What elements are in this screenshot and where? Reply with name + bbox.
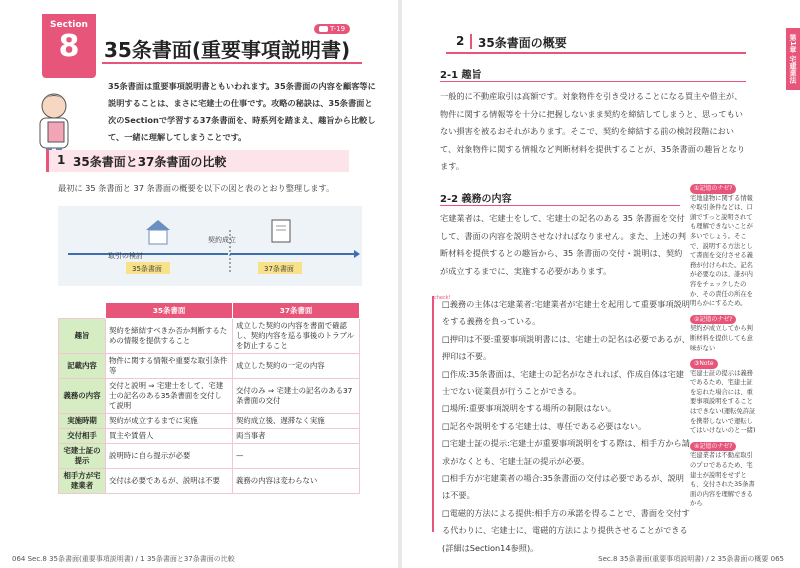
check-item: □記名や説明をする宅建士は、専任である必要はない。 bbox=[442, 420, 647, 431]
table-cell: 交付のみ ⇒ 宅建士の記名のある37条書面の交付 bbox=[233, 379, 360, 414]
row-header: 交付相手 bbox=[59, 429, 106, 444]
table-cell: 成立した契約の内容を書面で確認し、契約内容を巡る事後のトラブルを防止すること bbox=[233, 319, 360, 354]
side-note-text: 宅地建物に関する情報や取引条件などは、口頭ですっと説明されても理解できないことが多いでしょう。そこで、説明する方法として書面を交付させる義務が付けられた。記名が必要なのは、誰が内容をチェックしたのか、その責任の所在を明らかにするため。 bbox=[690, 194, 753, 308]
check-item: □場所:重要事項説明をする場所の制限はない。 bbox=[442, 403, 617, 414]
table-cell: 義務の内容は変わらない bbox=[233, 469, 360, 494]
row-header: 趣旨 bbox=[59, 319, 106, 354]
table-cell: 契約を締結すべきか否か判断するための情報を提供すること bbox=[106, 319, 233, 354]
table-cell: — bbox=[233, 444, 360, 469]
section-badge bbox=[42, 14, 96, 78]
lead-text: 最初に 35 条書面と 37 条書面の概要を以下の図と表のとおり整理します。 bbox=[58, 183, 335, 193]
side-note-header: ①記憶のナゼ? bbox=[690, 184, 736, 194]
table-row bbox=[59, 444, 360, 469]
side-notes bbox=[690, 178, 756, 509]
heading-text-2: 35条書面の概要 bbox=[478, 36, 567, 50]
heading-number: 1 bbox=[57, 153, 66, 167]
check-item: □作成:35条書面は、宅建士の記名がなされれば、作成自体は宅建士でない従業員が行うことができる。 bbox=[442, 368, 684, 397]
side-note-text: 宅建士証の提示は義務であるため、宅建士証を忘れた場合には、重要事項説明をすることはできない(運転免許証を携帯しないで運転してはいけないのと一緒) bbox=[690, 369, 756, 435]
page-footer-right: Sec.8 35条書面(重要事項説明書) / 2 35条書面の概要 065 bbox=[598, 555, 784, 563]
table-cell: 契約が成立するまでに実施 bbox=[106, 414, 233, 429]
section-word: Section bbox=[50, 20, 88, 30]
side-note-header: ④記憶のナゼ? bbox=[690, 442, 736, 452]
check-item: □電磁的方法による提供:相手方の承諾を得ることで、書面を交付する代わりに、宅建士に、電磁的方法により提供させることができる(詳細はSection14参照)。 bbox=[442, 507, 690, 553]
page-footer-left: 064 Sec.8 35条書面(重要事項説明書) / 1 35条書面と37条書面の比較 bbox=[12, 555, 235, 563]
contract-label: 契約成立 bbox=[208, 236, 236, 244]
right-page bbox=[402, 0, 800, 568]
check-item: □相手方が宅建業者の場合:35条書面の交付は必要であるが、説明は不要。 bbox=[442, 473, 684, 501]
video-tag-label: T-19 bbox=[330, 25, 346, 33]
video-tag[interactable] bbox=[314, 24, 350, 34]
row-header: 宅建士証の提示 bbox=[59, 444, 106, 469]
table-row bbox=[59, 414, 360, 429]
paragraph-1: 一般的に不動産取引は高額です。対象物件を引き受けることになる買主や借主が、物件に関する情報等を十分に把握しないまま契約を締結してしまうと、思ってもいない損害を被るおそれがあります。そこで、契約を締結する前の検討段階において、対象物件に関する情報など判断材料を提供することが、35条書面の趣旨となります。 bbox=[440, 91, 746, 171]
table-row bbox=[59, 469, 360, 494]
table-row bbox=[59, 354, 360, 379]
check-list bbox=[434, 295, 690, 557]
house-icon bbox=[146, 220, 170, 244]
heading-number-2: 2 bbox=[456, 34, 465, 48]
doc35-label: 35条書面 bbox=[132, 265, 162, 273]
document-icon bbox=[272, 220, 290, 242]
paragraph-2: 宅建業者は、宅建士をして、宅建士の記名のある 35 条書面を交付して、書面の内容を説明させなければなりません。また、上述の判断材料を提供するとの趣旨から、35 条書面の交付・説明は、契約が成立するまでに、実施する必要があります。 bbox=[440, 213, 686, 276]
doc37-label: 37条書面 bbox=[264, 265, 294, 273]
col-header-35: 35条書面 bbox=[106, 303, 233, 319]
page-title: 35条書面(重要事項説明書) bbox=[104, 38, 351, 62]
side-note-header: ②記憶のナゼ? bbox=[690, 315, 736, 325]
row-header: 義務の内容 bbox=[59, 379, 106, 414]
row-header: 相手方が宅建業者 bbox=[59, 469, 106, 494]
row-header: 記載内容 bbox=[59, 354, 106, 379]
section-number: 8 bbox=[58, 29, 80, 64]
table-cell: 物件に関する情報や重要な取引条件等 bbox=[106, 354, 233, 379]
table-cell: 両当事者 bbox=[233, 429, 360, 444]
table-cell: 交付は必要であるが、説明は不要 bbox=[106, 469, 233, 494]
table-cell: 交付と説明 ⇒ 宅建士をして、宅建士の記名のある35条書面を交付して説明 bbox=[106, 379, 233, 414]
table-cell: 契約成立後、遅滞なく実施 bbox=[233, 414, 360, 429]
heading-text: 35条書面と37条書面の比較 bbox=[73, 155, 227, 169]
chapter-tab: 第1章 宅建業法 bbox=[786, 28, 800, 90]
subheading-2-2: 2-2 義務の内容 bbox=[440, 194, 512, 205]
timeline-svg bbox=[58, 206, 362, 286]
section-heading-2 bbox=[446, 30, 746, 54]
side-note-text: 宅建業者は不動産取引のプロであるため、宅建士が説明をせずとも、交付された35条書面の内容を理解できるから bbox=[690, 452, 755, 508]
table-cell: 成立した契約の一定の内容 bbox=[233, 354, 360, 379]
review-label: 取引の検討 bbox=[108, 252, 143, 260]
check-item: □宅建士証の提示:宅建士が重要事項説明をする際は、相手方から請求がなくとも、宅建士証の提示が必要。 bbox=[442, 438, 690, 466]
table-row bbox=[59, 379, 360, 414]
check-item: □義務の主体は宅建業者:宅建業者が宅建士を起用して重要事項説明をする義務を負っている。 bbox=[442, 299, 690, 327]
check-label: check! bbox=[434, 295, 451, 301]
col-header-37: 37条書面 bbox=[233, 303, 360, 319]
intro-text: 35条書面は重要事項説明書ともいわれます。35条書面の内容を顧客等に説明することは、まさに宅建士の仕事です。攻略の秘訣は、35条書面と次のSectionで学習する37条書面を、時系列を踏まえ、趣旨から比較して、一緒に理解してしまうことです。 bbox=[108, 81, 376, 142]
left-page bbox=[0, 0, 398, 568]
table-row bbox=[59, 319, 360, 354]
subheading-2-1: 2-1 趣旨 bbox=[440, 70, 482, 81]
comparison-table bbox=[58, 302, 360, 494]
side-note-text: 契約が成立してから判断材料を提供しても意味がない bbox=[690, 325, 753, 352]
timeline-diagram bbox=[58, 206, 362, 286]
check-item: □押印は不要:重要事項説明書には、宅建士の記名は必要であるが、押印は不要。 bbox=[442, 333, 690, 362]
title-underline bbox=[102, 62, 362, 64]
side-note-header: ③Note bbox=[690, 359, 718, 369]
table-cell: 説明時に自ら提示が必要 bbox=[106, 444, 233, 469]
table-cell: 買主や賃借人 bbox=[106, 429, 233, 444]
section-heading-1 bbox=[46, 150, 349, 172]
video-icon bbox=[319, 26, 328, 32]
table-row bbox=[59, 429, 360, 444]
check-bracket bbox=[432, 296, 440, 532]
row-header: 実施時期 bbox=[59, 414, 106, 429]
table-header bbox=[59, 303, 360, 319]
